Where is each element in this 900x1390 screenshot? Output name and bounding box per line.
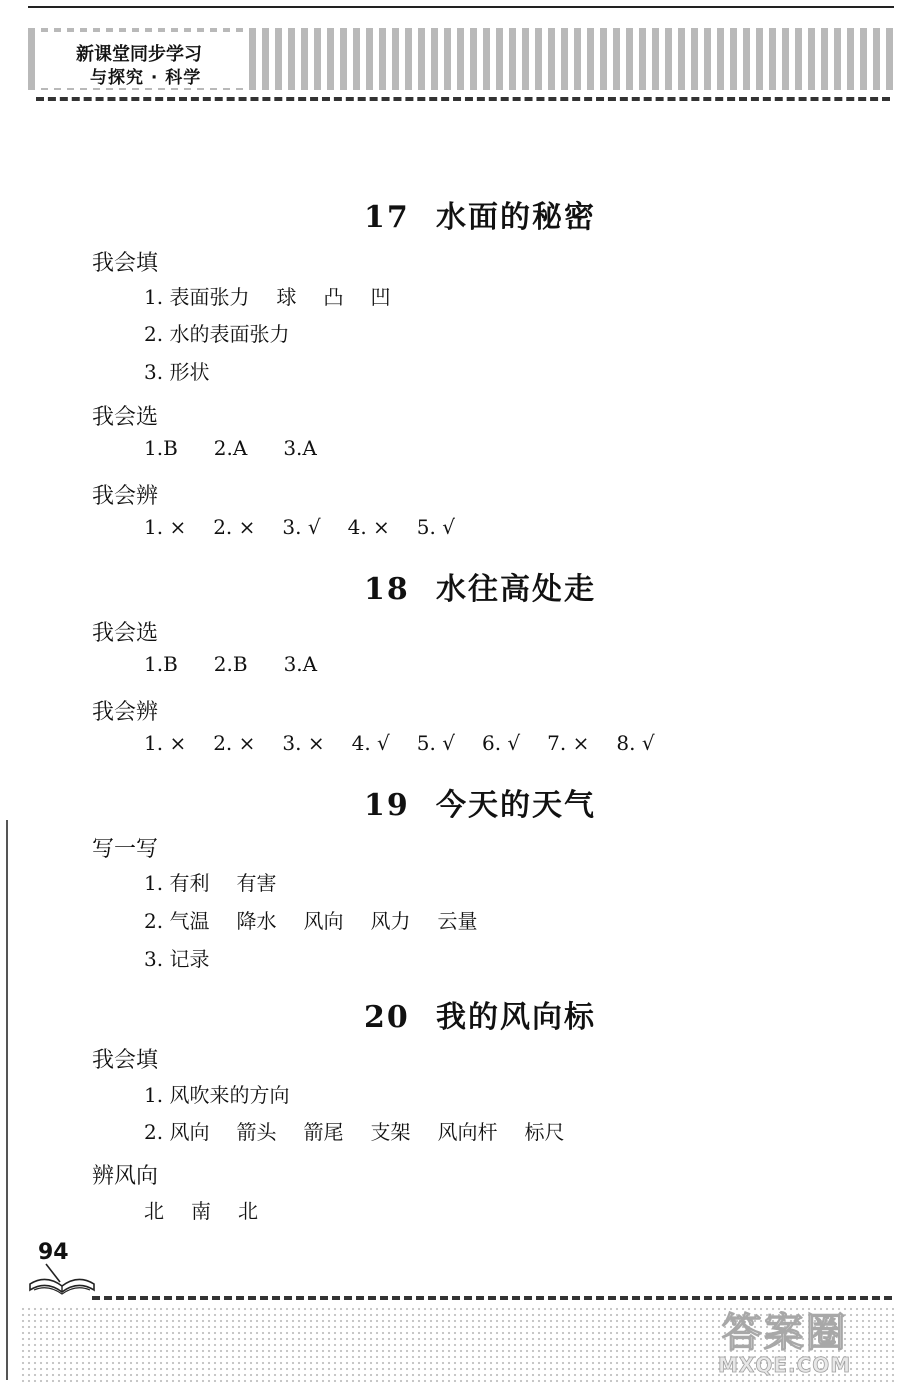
answer-item: 5. √ bbox=[416, 515, 455, 539]
answer-item: 北 bbox=[144, 1199, 164, 1223]
answer-item: 2. × bbox=[213, 515, 256, 539]
section-heading: 我会填 bbox=[92, 251, 159, 276]
answer-item: 4. × bbox=[347, 515, 390, 539]
lesson-number: 19 bbox=[364, 788, 410, 823]
lesson-number: 18 bbox=[364, 572, 410, 607]
answer-item: 球 bbox=[276, 285, 297, 309]
answer-item: 降水 bbox=[236, 909, 277, 933]
answer-item: 南 bbox=[191, 1199, 211, 1223]
watermark bbox=[718, 1312, 851, 1376]
lesson-title bbox=[364, 192, 596, 236]
lesson-name: 水面的秘密 bbox=[436, 200, 596, 235]
answer-item: 3. 形状 bbox=[144, 360, 210, 384]
section-heading: 写一写 bbox=[92, 837, 159, 862]
top-border-line bbox=[28, 6, 894, 8]
answer-item: 凹 bbox=[370, 285, 391, 309]
answer-item: 1. 有利 bbox=[144, 871, 210, 895]
page-number: 94 bbox=[38, 1240, 69, 1265]
answer-item: 4. √ bbox=[351, 731, 390, 755]
header-dashed-divider bbox=[36, 97, 890, 101]
answer-line bbox=[144, 731, 682, 755]
answer-line bbox=[144, 1195, 285, 1224]
answer-item: 箭尾 bbox=[303, 1120, 344, 1144]
answer-item: 3.A bbox=[283, 436, 317, 460]
lesson-title bbox=[364, 780, 596, 824]
answer-item: 2. 水的表面张力 bbox=[144, 322, 290, 346]
answer-item: 风力 bbox=[370, 909, 411, 933]
answer-line bbox=[144, 1116, 591, 1145]
answer-line bbox=[144, 1079, 316, 1108]
answer-item: 6. √ bbox=[481, 731, 521, 755]
answer-item: 1. 风吹来的方向 bbox=[144, 1083, 290, 1107]
answer-item: 1. × bbox=[144, 731, 187, 755]
answer-item: 1.B bbox=[144, 436, 178, 460]
answer-item: 2. 气温 bbox=[144, 909, 210, 933]
answer-line bbox=[144, 867, 303, 896]
lesson-number: 20 bbox=[364, 1000, 410, 1035]
lesson-name: 我的风向标 bbox=[436, 1000, 596, 1035]
answer-item: 1. 表面张力 bbox=[144, 285, 250, 309]
section-heading: 我会辨 bbox=[92, 484, 159, 509]
answer-item: 3. 记录 bbox=[144, 947, 210, 971]
lesson-name: 水往高处走 bbox=[436, 572, 596, 607]
answer-item: 箭头 bbox=[236, 1120, 277, 1144]
book-title-line2: 与探究 · 科学 bbox=[90, 68, 202, 88]
lesson-name: 今天的天气 bbox=[436, 788, 596, 823]
section-heading: 我会填 bbox=[92, 1048, 159, 1073]
footer-dashed-divider bbox=[92, 1296, 892, 1300]
answer-item: 支架 bbox=[370, 1120, 411, 1144]
answer-item: 云量 bbox=[437, 909, 478, 933]
answer-item: 7. × bbox=[547, 731, 590, 755]
answer-item: 2.B bbox=[213, 652, 248, 676]
watermark-cn: 答案圈 bbox=[721, 1310, 848, 1356]
answer-item: 1. × bbox=[144, 515, 187, 539]
answer-line bbox=[144, 356, 236, 385]
answer-item: 5. √ bbox=[416, 731, 455, 755]
answer-line bbox=[144, 318, 316, 347]
open-book-icon bbox=[24, 1260, 100, 1300]
answer-item: 2.A bbox=[213, 436, 248, 460]
book-title-line1: 新课堂同步学习 bbox=[76, 44, 202, 65]
answer-item: 3.A bbox=[283, 652, 318, 676]
answer-item: 3. × bbox=[282, 731, 325, 755]
watermark-en: MXQE.COM bbox=[718, 1353, 852, 1377]
answer-item: 2. 风向 bbox=[144, 1120, 210, 1144]
book-title bbox=[38, 32, 248, 88]
answer-item: 风向 bbox=[303, 909, 344, 933]
answer-line bbox=[144, 905, 504, 934]
answer-line bbox=[144, 281, 417, 310]
answer-line bbox=[144, 943, 236, 972]
section-heading: 我会辨 bbox=[92, 700, 159, 725]
lesson-title bbox=[364, 564, 596, 608]
answer-item: 标尺 bbox=[524, 1120, 565, 1144]
section-heading: 辨风向 bbox=[92, 1164, 159, 1189]
answer-line bbox=[144, 515, 482, 539]
answer-line bbox=[144, 652, 353, 676]
section-heading: 我会选 bbox=[92, 621, 159, 646]
left-border-line bbox=[6, 820, 8, 1380]
answer-item: 风向杆 bbox=[437, 1120, 498, 1144]
answer-item: 有害 bbox=[236, 871, 277, 895]
answer-item: 1.B bbox=[144, 652, 178, 676]
section-heading: 我会选 bbox=[92, 405, 159, 430]
answer-item: 3. √ bbox=[282, 515, 321, 539]
answer-item: 凸 bbox=[323, 285, 344, 309]
lesson-number: 17 bbox=[364, 200, 410, 235]
answer-item: 8. √ bbox=[616, 731, 655, 755]
answer-item: 2. × bbox=[213, 731, 256, 755]
lesson-title bbox=[364, 992, 596, 1036]
answer-item: 北 bbox=[238, 1199, 258, 1223]
answer-line bbox=[144, 436, 353, 460]
